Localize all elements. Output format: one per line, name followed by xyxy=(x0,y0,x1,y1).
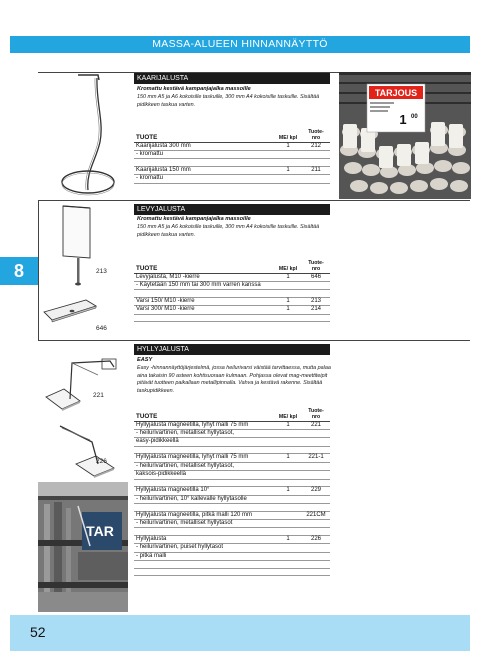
dimension-label-221: 221 xyxy=(93,392,104,399)
product-table-levyjalusta xyxy=(134,254,330,322)
table-row: - heilurivartinen, metalliset hyllytasot, xyxy=(134,462,330,470)
section-description: 150 mm A5 ja A6 kokoisille taskuille, 300 mm A4 kokoisille taskuille. Sisältää pidikkeen taskua varten. xyxy=(137,94,320,108)
product-table-kaarijalusta xyxy=(134,123,330,184)
product-table-hyllyjalusta xyxy=(134,402,330,576)
table-row: Hyllyjalusta magneetilla, pitkä malli 120 mm 221CM xyxy=(134,511,330,519)
table-row xyxy=(134,290,330,298)
table-row xyxy=(134,479,330,487)
section-subtitle: Kromattu kestävä kampanjajalka massoille xyxy=(137,216,251,222)
table-row: - pitkä malli xyxy=(134,552,330,560)
column-code: Tuote- nro xyxy=(302,123,330,142)
price-number: 1 xyxy=(399,112,407,127)
section-heading-levyjalusta: LEVYJALUSTA xyxy=(134,204,330,215)
table-row xyxy=(134,314,330,322)
column-code: Tuote- nro xyxy=(302,254,330,273)
table-row: - Käytetään 150 mm tai 300 mm varren kanssa xyxy=(134,281,330,289)
photo-sign-text: TAR xyxy=(86,523,114,539)
table-row: Varsi 300/ M10 -kierre 1 214 xyxy=(134,306,330,314)
table-row: - kromattu xyxy=(134,175,330,183)
table-row: Hyllyjalusta magneetilla 10° 1 229 xyxy=(134,487,330,495)
page-number: 52 xyxy=(30,624,46,640)
section-subtitle: EASY xyxy=(137,357,153,363)
shelf-edge-photo xyxy=(38,482,128,612)
chapter-tab: 8 xyxy=(0,257,38,285)
section-divider xyxy=(38,340,470,341)
tarjous-sign-text: TARJOUS xyxy=(374,88,418,98)
table-row: - heilurivartinen, puiset hyllytasot xyxy=(134,544,330,552)
table-row: - heilurivartinen, metalliset hyllytasot xyxy=(134,519,330,527)
dimension-label-646: 646 xyxy=(96,325,107,332)
table-row: - heilurivartinen, 10° kallevalle hyllytasolle xyxy=(134,495,330,503)
table-row xyxy=(134,159,330,167)
table-row: Varsi 150/ M10 -kierre 1 213 xyxy=(134,297,330,305)
table-row: Hyllyjalusta magneetilla, lyhyt malli 75 mm 1 221-1 xyxy=(134,454,330,462)
table-row: easy-pidikkeellä xyxy=(134,438,330,446)
arch-stand-image xyxy=(48,72,128,200)
section-divider xyxy=(38,200,470,201)
column-code: Tuote- nro xyxy=(302,402,330,421)
dimension-label-213: 213 xyxy=(96,268,107,275)
section-description: Easy -hinnannäyttöjärjestelmä, jossa heilurivarsi väistää tarvittaessa, mutta palaa aina takaisin 90 asteen kohtisuoraan kulmaan. Pohjassa olevat mag-meettiteipit pitävät tuotteen paikallaan metallipinnalla. Vahva ja kestävä rakenne. Sisältää taskupidikkeen. xyxy=(137,365,331,394)
footer-bar xyxy=(10,615,470,651)
table-row: kaksois-pidikkeellä xyxy=(134,471,330,479)
shelf-stand-226-image xyxy=(50,420,130,478)
column-unit: ME/ kpl xyxy=(274,123,302,142)
column-product: TUOTE xyxy=(134,123,274,142)
section-heading-hyllyjalusta: HYLLYJALUSTA xyxy=(134,344,330,355)
table-row: Kaarijalusta 150 mm 1 211 xyxy=(134,166,330,174)
shelf-stand-221-image xyxy=(40,355,120,413)
section-description: 150 mm A5 ja A6 kokoisille taskuille, 300 mm A4 kokoisille taskuille. Sisältää pidikkeen taskua varten. xyxy=(137,224,320,238)
table-row: - heilurivartinen, metalliset hyllytasot, xyxy=(134,429,330,437)
column-product: TUOTE xyxy=(134,402,274,421)
table-row: Hyllyjalusta 1 226 xyxy=(134,535,330,543)
table-row xyxy=(134,528,330,536)
table-row: - kromattu xyxy=(134,150,330,158)
table-row: Hyllyjalusta magneetilla, lyhyt malli 75 mm 1 221 xyxy=(134,421,330,429)
page-title: MASSA-ALUEEN HINNANNÄYTTÖ xyxy=(10,36,470,53)
table-row xyxy=(134,503,330,511)
store-shelf-photo xyxy=(339,72,471,199)
column-product: TUOTE xyxy=(134,254,274,273)
section-heading-kaarijalusta: KAARIJALUSTA xyxy=(134,73,330,84)
dimension-label-226: 226 xyxy=(96,458,107,465)
table-row xyxy=(134,446,330,454)
price-cents: 00 xyxy=(411,114,418,120)
table-row: Kaarijalusta 300 mm 1 212 xyxy=(134,142,330,150)
table-row xyxy=(134,568,330,576)
column-unit: ME/ kpl xyxy=(274,254,302,273)
column-unit: ME/ kpl xyxy=(274,402,302,421)
plate-stand-image xyxy=(38,202,133,338)
section-subtitle: Kromattu kestävä kampanjajalka massoille xyxy=(137,86,251,92)
table-row xyxy=(134,561,330,569)
table-row: Levyjalusta, M10 -kierre 1 646 xyxy=(134,273,330,281)
